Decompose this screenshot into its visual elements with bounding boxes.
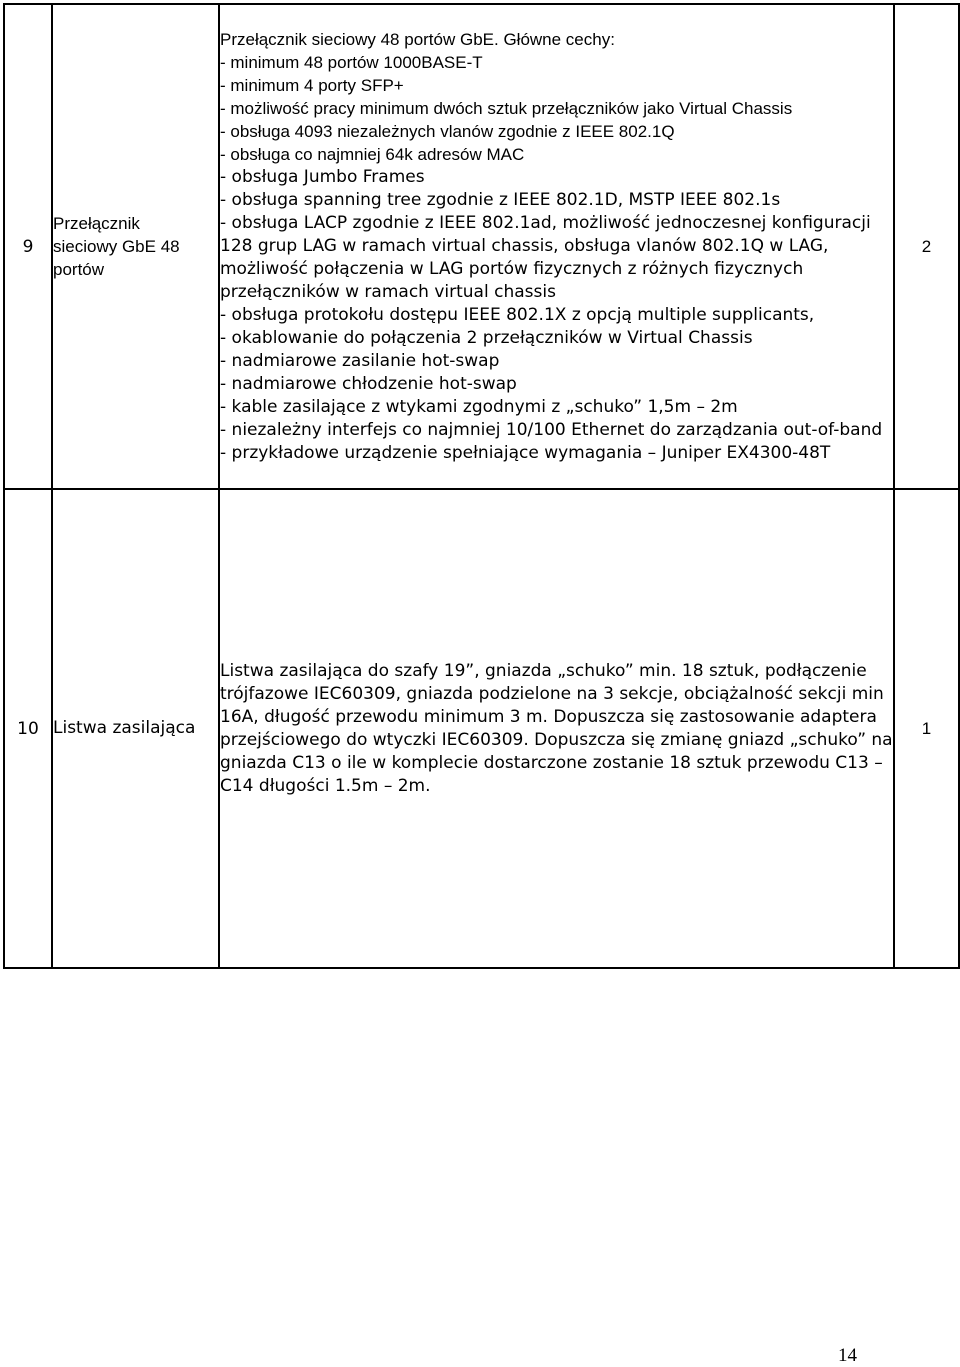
description-line: - okablowanie do połączenia 2 przełączników w Virtual Chassis [220,328,753,348]
item-quantity: 2 [894,4,959,489]
description-line: - możliwość pracy minimum dwóch sztuk przełączników jako Virtual Chassis [220,99,793,118]
description-paragraph: Listwa zasilająca do szafy 19”, gniazda „schuko” min. 18 sztuk, podłączenie trójfazowe IEC60309, gniazda podzielone na 3 sekcje, obciążalność sekcji min 16A, długość przewodu minimum 3 m. Dopuszcza się zastosowanie adaptera przejściowego do wtyczki IEC60309. Dopuszcza się zmianę gniazd „schuko” na gniazda C13 o ile w komplecie dostarczone zostanie 18 sztuk przewodu C13 – C14 długości 1.5m – 2m. [220,660,893,796]
table-row [4,489,959,968]
item-name-line: Przełącznik [53,214,140,233]
description-line: - kable zasilające z wtykami zgodnymi z „schuko” 1,5m – 2m [220,397,738,417]
row-number: 9 [4,4,52,489]
item-name-line: portów [53,260,105,279]
description-line: - obsługa 4093 niezależnych vlanów zgodnie z IEEE 802.1Q [220,122,675,141]
item-description [219,4,894,489]
item-name-line: sieciowy GbE 48 [53,237,180,256]
description-line: możliwość połączenia w LAG portów fizycznych z różnych fizycznych [220,259,804,279]
description-line: - obsługa co najmniej 64k adresów MAC [220,145,525,164]
description-line: Przełącznik sieciowy 48 portów GbE. Główne cechy: [220,30,615,49]
description-line: - minimum 4 porty SFP+ [220,76,404,95]
description-line: - obsługa protokołu dostępu IEEE 802.1X z opcją multiple supplicants, [220,305,815,325]
table-row [4,4,959,489]
description-line: - obsługa LACP zgodnie z IEEE 802.1ad, możliwość jednoczesnej konfiguracji [220,213,871,233]
item-name [52,4,219,489]
specification-table [3,3,960,969]
page-number: 14 [838,1345,857,1366]
description-line: - nadmiarowe chłodzenie hot-swap [220,374,517,394]
description-line: - minimum 48 portów 1000BASE-T [220,53,483,72]
item-name: Listwa zasilająca [52,489,219,968]
description-line: - nadmiarowe zasilanie hot-swap [220,351,500,371]
description-line: 128 grup LAG w ramach virtual chassis, obsługa vlanów 802.1Q w LAG, [220,236,829,256]
description-line: przełączników w ramach virtual chassis [220,282,556,302]
item-quantity: 1 [894,489,959,968]
description-line: - obsługa Jumbo Frames [220,167,425,187]
description-line: - obsługa spanning tree zgodnie z IEEE 802.1D, MSTP IEEE 802.1s [220,190,781,210]
description-line: - przykładowe urządzenie spełniające wymagania – Juniper EX4300-48T [220,443,831,463]
row-number: 10 [4,489,52,968]
item-description [219,489,894,968]
description-line: - niezależny interfejs co najmniej 10/100 Ethernet do zarządzania out-of-band [220,420,883,440]
